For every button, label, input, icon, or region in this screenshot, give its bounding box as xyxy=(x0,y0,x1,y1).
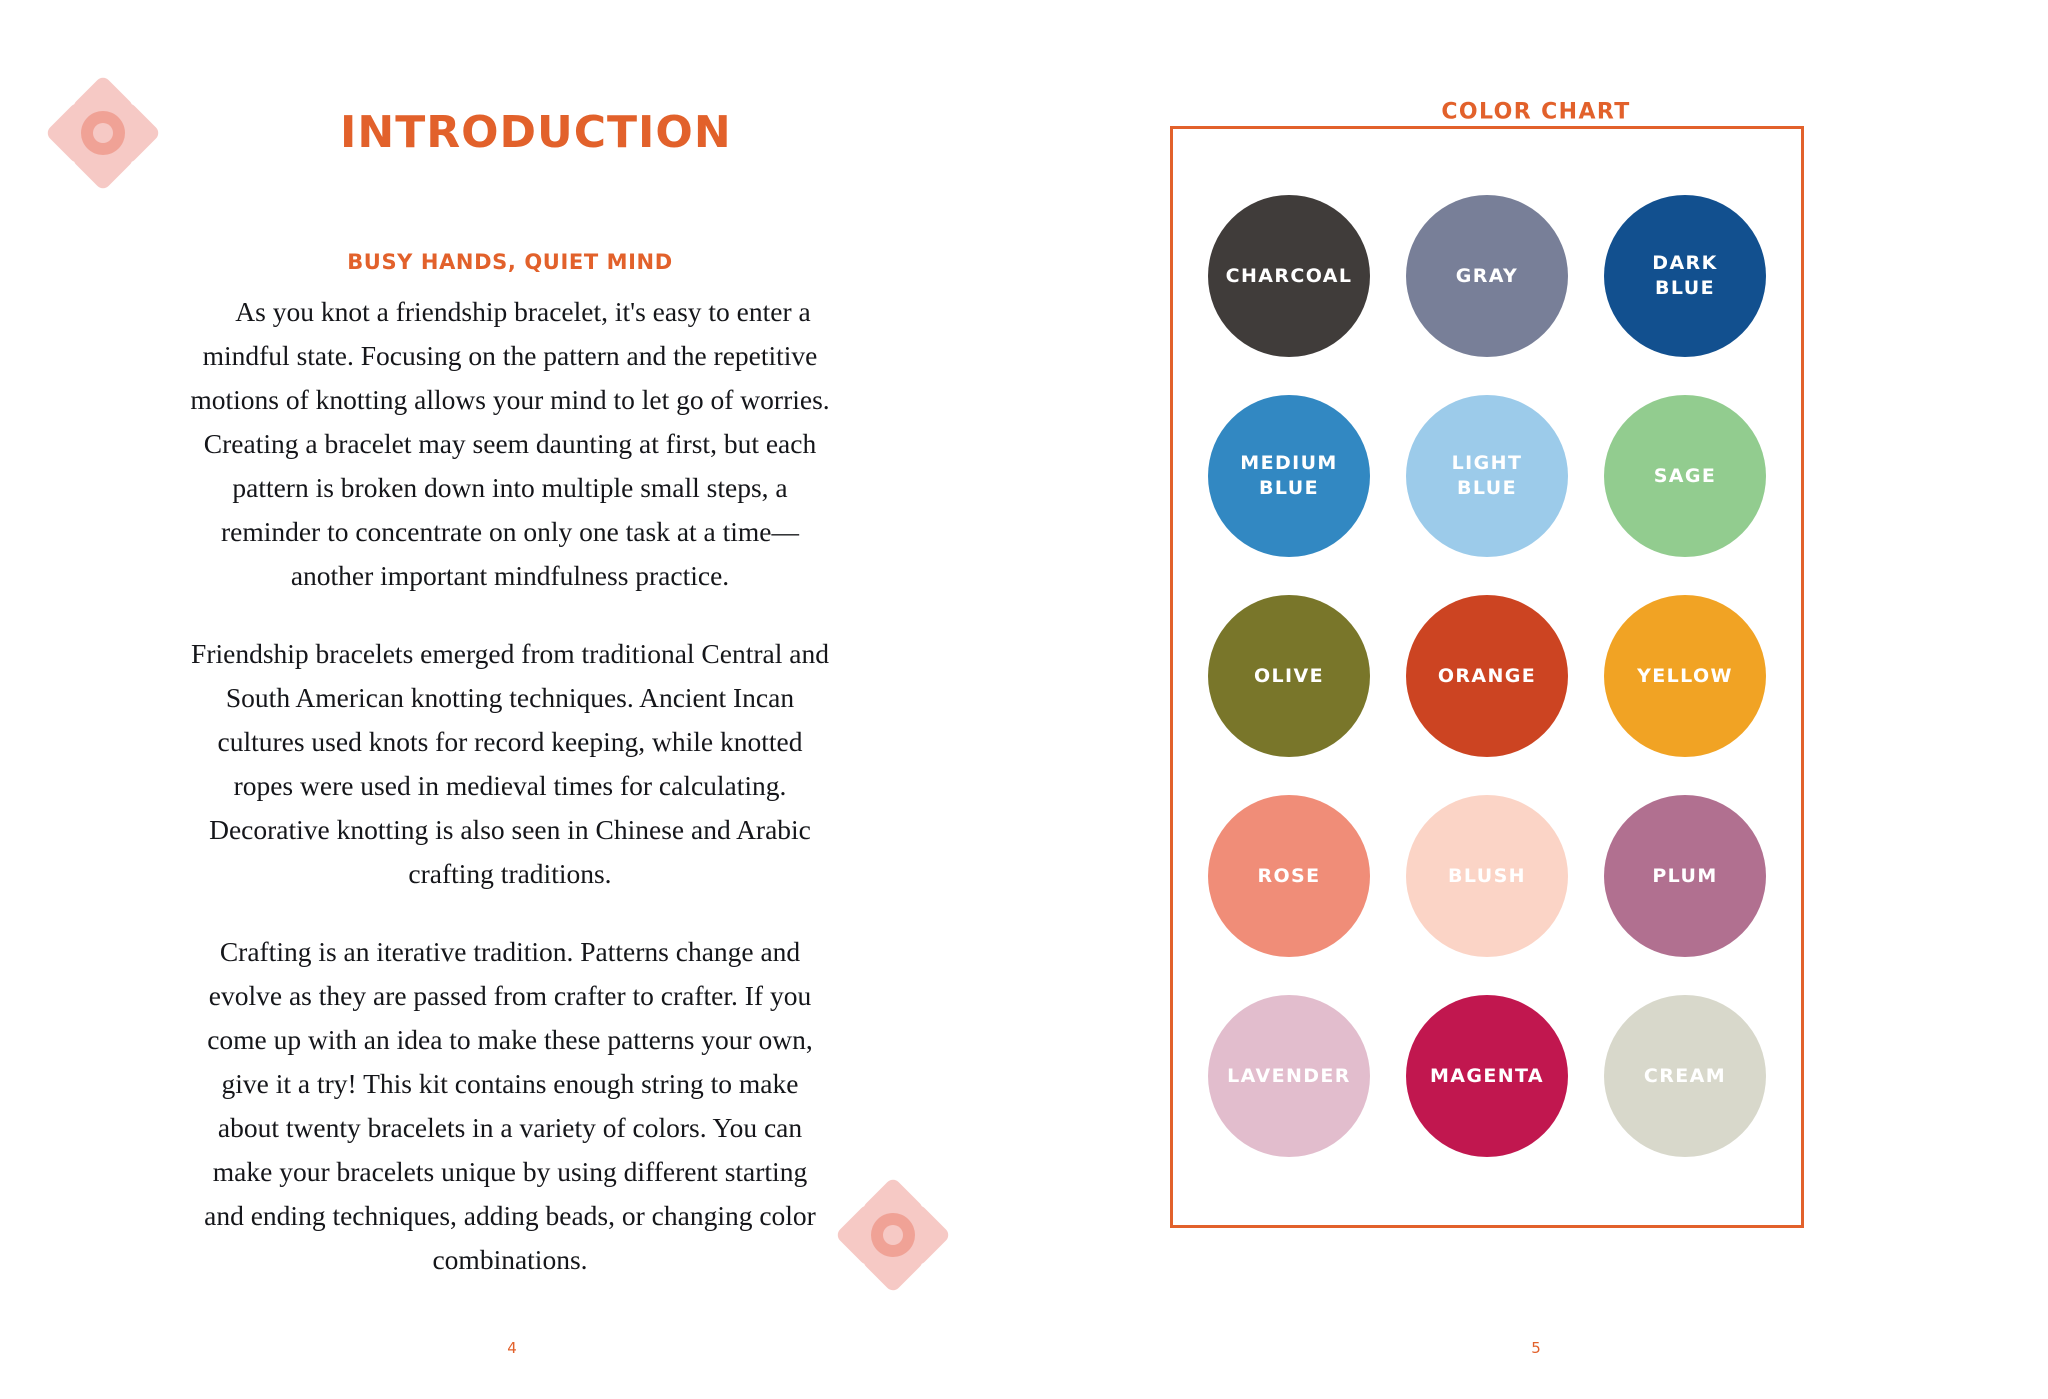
color-swatch-label: PLUM xyxy=(1652,864,1718,887)
flower-core-inner xyxy=(93,123,113,143)
color-swatch xyxy=(1604,995,1766,1157)
color-swatch xyxy=(1208,995,1370,1157)
color-swatch xyxy=(1208,195,1370,357)
color-swatch xyxy=(1208,395,1370,557)
flower-ornament-icon xyxy=(838,1180,948,1290)
color-swatch xyxy=(1208,595,1370,757)
page-title: INTRODUCTION xyxy=(340,107,732,159)
section-subheading: BUSY HANDS, QUIET MIND xyxy=(347,250,673,274)
flower-ornament-icon xyxy=(48,78,158,188)
color-swatch xyxy=(1604,195,1766,357)
color-swatch-label: OLIVE xyxy=(1253,664,1324,687)
page-right xyxy=(1024,0,2048,1399)
color-swatch-grid xyxy=(1190,176,1784,1176)
color-swatch xyxy=(1604,795,1766,957)
color-swatch xyxy=(1406,195,1568,357)
paragraph-3: Crafting is an iterative tradition. Patterns change and evolve as they are passed from crafter to crafter. If you come up with an idea to make these patterns your own, give it a try! This kit contains enough string to make about twenty bracelets in a variety of colors. You can make your bracelets unique by using different starting and ending techniques, adding beads, or changing color combinations. xyxy=(204,936,816,1275)
color-swatch xyxy=(1406,795,1568,957)
color-swatch-label: MAGENTA xyxy=(1429,1064,1545,1087)
flower-core-inner xyxy=(883,1225,903,1245)
color-swatch xyxy=(1208,795,1370,957)
color-swatch-label: SAGE xyxy=(1653,464,1717,487)
color-swatch xyxy=(1406,995,1568,1157)
color-swatch-label: MEDIUM BLUE xyxy=(1240,452,1338,499)
page-number-left: 4 xyxy=(507,1339,517,1357)
color-swatch-label: CREAM xyxy=(1643,1064,1727,1087)
paragraph-1: As you knot a friendship bracelet, it's easy to enter a mindful state. Focusing on the pattern and the repetitive motions of knotting allows your mind to let go of worries. Creating a bracelet may seem daunting at first, but each pattern is broken down into multiple small steps, a reminder to concentrate on only one task at a time—another important mindfulness practice. xyxy=(190,296,830,591)
color-swatch-label: YELLOW xyxy=(1637,664,1733,687)
color-swatch-label: ROSE xyxy=(1257,864,1321,887)
color-swatch-label: GRAY xyxy=(1455,264,1519,287)
color-swatch xyxy=(1604,395,1766,557)
color-chart-title: COLOR CHART xyxy=(1419,100,1652,125)
color-swatch-label: BLUSH xyxy=(1448,864,1526,887)
body-column xyxy=(190,250,830,1316)
color-swatch xyxy=(1406,595,1568,757)
color-swatch-label: DARK BLUE xyxy=(1652,252,1718,299)
color-swatch-label: LIGHT BLUE xyxy=(1451,452,1523,499)
color-swatch-label: ORANGE xyxy=(1437,664,1537,687)
paragraph-2: Friendship bracelets emerged from traditional Central and South American knotting techniques. Ancient Incan cultures used knots for record keeping, while knotted ropes were used in medieval times for calculating. Decorative knotting is also seen in Chinese and Arabic crafting traditions. xyxy=(191,638,829,889)
color-swatch xyxy=(1604,595,1766,757)
page-number-right: 5 xyxy=(1531,1339,1541,1357)
color-swatch-label: LAVENDER xyxy=(1227,1064,1351,1087)
color-swatch-label: CHARCOAL xyxy=(1225,264,1353,287)
color-swatch xyxy=(1406,395,1568,557)
